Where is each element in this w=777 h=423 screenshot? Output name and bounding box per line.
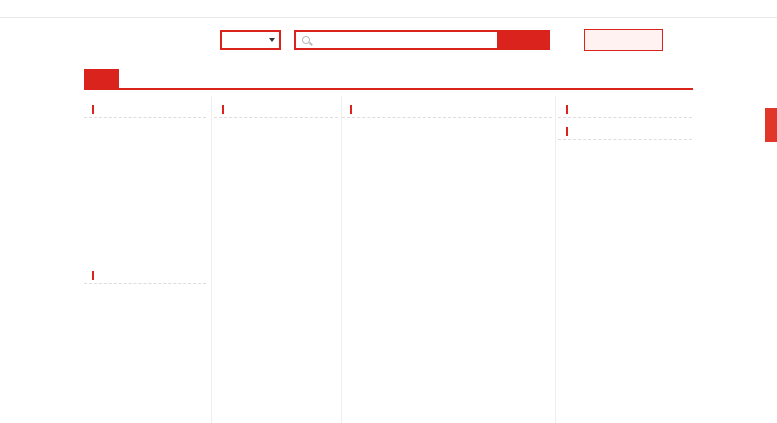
category-link[interactable] [130, 244, 166, 262]
search-input[interactable] [294, 30, 500, 50]
main-nav [84, 69, 693, 90]
site-logo[interactable] [92, 26, 192, 60]
market-section [214, 100, 338, 118]
category-link[interactable] [94, 302, 148, 320]
link-row [94, 284, 206, 302]
search-button[interactable] [497, 30, 550, 50]
link-row [94, 356, 206, 374]
nav-item[interactable] [424, 69, 455, 88]
category-link[interactable] [148, 172, 198, 190]
category-link[interactable] [166, 226, 202, 244]
link-row [94, 244, 206, 262]
top-bar [0, 0, 777, 18]
category-link[interactable] [94, 226, 130, 244]
nav-item[interactable] [84, 69, 119, 88]
nav-item[interactable] [272, 69, 303, 88]
category-link[interactable] [124, 338, 154, 356]
category-link[interactable] [154, 356, 184, 374]
link-row [94, 190, 206, 208]
section-title [558, 122, 692, 140]
link-row [94, 154, 206, 172]
category-link[interactable] [148, 136, 198, 154]
chevron-down-icon [269, 38, 275, 42]
category-link[interactable] [94, 320, 124, 338]
section-title [214, 100, 338, 118]
category-link[interactable] [94, 190, 148, 208]
nav-item[interactable] [516, 69, 547, 88]
category-link[interactable] [94, 356, 124, 374]
category-link[interactable] [148, 190, 198, 208]
category-link[interactable] [154, 338, 184, 356]
nav-item[interactable] [333, 69, 364, 88]
column-divider [341, 96, 342, 423]
post-free-button[interactable] [584, 29, 663, 51]
nav-item[interactable] [119, 69, 150, 88]
link-row [94, 320, 206, 338]
house-section [84, 100, 206, 392]
column-divider [211, 96, 212, 423]
feedback-tab[interactable] [765, 108, 777, 142]
link-row [94, 374, 206, 392]
category-link[interactable] [154, 320, 184, 338]
link-row [94, 338, 206, 356]
link-row [94, 226, 206, 244]
category-link[interactable] [148, 154, 198, 172]
nav-item[interactable] [302, 69, 333, 88]
category-link[interactable] [124, 320, 154, 338]
section-title [84, 266, 206, 284]
category-link[interactable] [148, 118, 198, 136]
category-link[interactable] [94, 154, 148, 172]
nav-item[interactable] [363, 69, 394, 88]
nav-item[interactable] [211, 69, 242, 88]
column-divider [555, 96, 556, 423]
nav-item[interactable] [455, 69, 486, 88]
category-link[interactable] [130, 226, 166, 244]
link-row [94, 136, 206, 154]
nav-item[interactable] [546, 69, 577, 88]
link-row [94, 172, 206, 190]
section-title [558, 100, 692, 118]
category-link[interactable] [94, 172, 148, 190]
category-link[interactable] [148, 302, 178, 320]
category-link[interactable] [94, 284, 124, 302]
category-link[interactable] [124, 356, 154, 374]
category-link[interactable] [94, 118, 148, 136]
category-link[interactable] [166, 244, 202, 262]
nav-item[interactable] [180, 69, 211, 88]
search-scope-select[interactable] [220, 30, 281, 50]
nav-item[interactable] [241, 69, 272, 88]
nav-item[interactable] [394, 69, 425, 88]
category-link[interactable] [94, 338, 124, 356]
life-section [558, 100, 692, 140]
link-row [94, 208, 206, 226]
category-link[interactable] [94, 208, 148, 226]
section-title [84, 100, 206, 118]
jobs-section [342, 100, 552, 120]
search-icon [302, 36, 310, 44]
section-title [342, 100, 552, 118]
category-link[interactable] [94, 374, 124, 392]
link-row [94, 302, 206, 320]
category-link[interactable] [94, 136, 148, 154]
nav-item[interactable] [485, 69, 516, 88]
category-link[interactable] [94, 244, 130, 262]
link-row [94, 118, 206, 136]
nav-item[interactable] [150, 69, 181, 88]
